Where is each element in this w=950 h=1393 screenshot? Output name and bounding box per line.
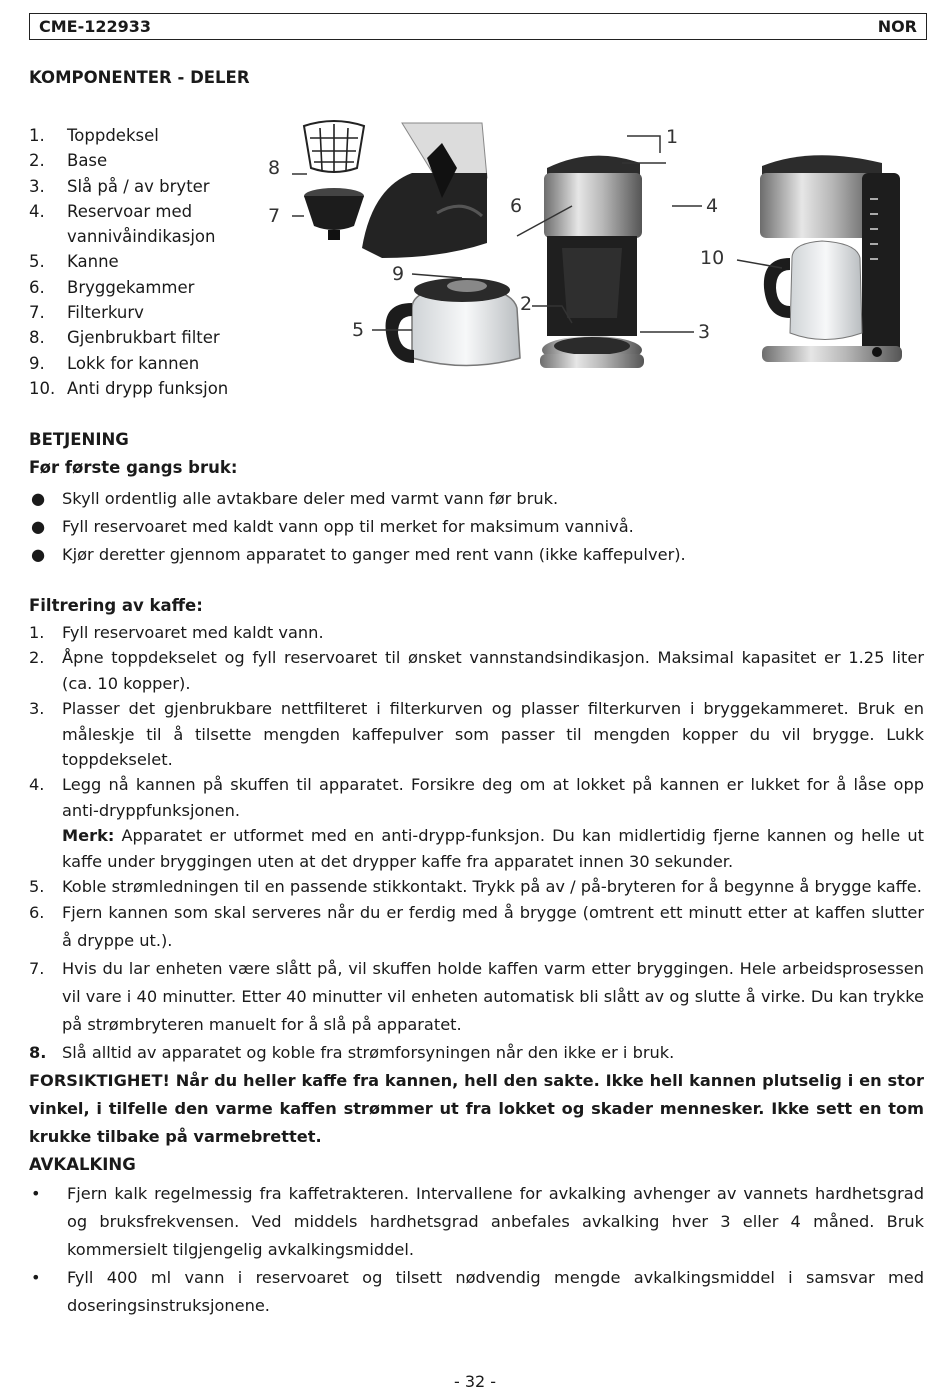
components-list — [29, 123, 259, 401]
brewing-steps — [29, 620, 924, 1151]
callout-7: 7 — [268, 205, 281, 227]
coffee-maker-diagram — [262, 118, 922, 398]
component-item: 9. Lokk for kannen — [29, 353, 200, 373]
open-top-lid-icon — [362, 123, 487, 258]
callout-3: 3 — [698, 321, 711, 343]
language-code: NOR — [877, 17, 917, 36]
list-item: ● Kjør deretter gjennom apparatet to ganger med rent vann (ikke kaffepulver). — [31, 545, 686, 564]
callout-10: 10 — [700, 247, 725, 269]
list-item: ● Skyll ordentlig alle avtakbare deler med varmt vann før bruk. — [31, 489, 559, 508]
callout-9: 9 — [392, 263, 405, 285]
coffee-maker-front-icon — [540, 156, 644, 368]
callout-5: 5 — [352, 319, 365, 341]
carafe-icon — [386, 278, 520, 366]
callout-2: 2 — [520, 293, 533, 315]
note-label: Merk: — [62, 826, 115, 846]
coffee-maker-side-icon — [760, 155, 902, 362]
list-item: 6. Fjern kannen som skal serveres når du er ferdig med å brygge (omtrent ett minutt etter at kaffen slutter å dryppe ut.). — [29, 903, 924, 951]
component-item: 5. Kanne — [29, 252, 119, 272]
components-title: KOMPONENTER - DELER — [29, 68, 250, 87]
warning-text: FORSIKTIGHET! Når du heller kaffe fra kannen, hell den sakte. Ikke hell kannen plutselig i en stor vinkel, i tilfelle den varme kaffen strømmer ut fra lokket og skader mennesker. Ikke sett en tom krukke tilbake på varmebrettet. — [29, 1071, 924, 1147]
callout-4: 4 — [706, 195, 719, 217]
callout-8: 8 — [268, 157, 281, 179]
operation-title: BETJENING — [29, 430, 129, 449]
first-use-title: Før første gangs bruk: — [29, 458, 238, 477]
first-use-list — [29, 485, 924, 569]
filter-title: Filtrering av kaffe: — [29, 596, 203, 615]
list-item: • Fyll 400 ml vann i reservoaret og tilsett nødvendig mengde avkalkingsmiddel i samsvar med doseringsinstruksjonene. — [31, 1268, 924, 1315]
document-header — [29, 13, 927, 40]
callout-1: 1 — [666, 126, 679, 148]
list-item: 8. Slå alltid av apparatet og koble fra strømforsyningen når den ikke er i bruk. — [29, 1043, 675, 1063]
list-item: 4. Legg nå kannen på skuffen til apparatet. Forsikre deg om at lokket på kannen er lukket for å låse opp anti-dryppfunksjonen. Merk: Apparatet er utformet med en anti-drypp-funksjon. Du kan midlertidig fjerne kannen og helle ut kaffe under bryggingen uten at det drypper kaffe fra apparatet innen 30 sekunder. — [29, 775, 924, 871]
component-item: 10. Anti drypp funksjon — [29, 378, 229, 398]
list-item: 5. Koble strømledningen til en passende stikkontakt. Trykk på av / på-bryteren for å begynne å brygge kaffe. — [29, 877, 922, 897]
callout-6: 6 — [510, 195, 523, 217]
filter-basket-icon — [304, 188, 364, 240]
component-item: 8. Gjenbrukbart filter — [29, 328, 220, 348]
component-item: 2. Base — [29, 151, 108, 171]
reusable-filter-icon — [304, 121, 364, 173]
component-item: 7. Filterkurv — [29, 303, 144, 323]
list-item: • Fjern kalk regelmessig fra kaffetrakteren. Intervallene for avkalking avhenger av vannets hardhetsgrad og bruksfrekvensen. Ved middels hardhetsgrad anbefales avkalking hver 3 eller 4 måned. Bruk kommersielt tilgjengelig avkalkingsmiddel. — [31, 1184, 924, 1259]
page-number: - 32 - — [453, 1372, 497, 1391]
component-item: 1. Toppdeksel — [29, 126, 159, 145]
list-item: 1. Fyll reservoaret med kaldt vann. — [29, 623, 324, 642]
list-item: ● Fyll reservoaret med kaldt vann opp til merket for maksimum vannivå. — [31, 517, 634, 536]
model-number: CME-122933 — [39, 17, 152, 36]
component-item: 6. Bryggekammer — [29, 277, 195, 297]
component-item: 4. Reservoar med vannivåindikasjon — [29, 201, 216, 247]
descaling-list — [29, 1180, 924, 1320]
note-text: Apparatet er utformet med en anti-drypp-funksjon. Du kan midlertidig fjerne kannen og helle ut kaffe under bryggingen uten at det drypper kaffe fra apparatet innen 30 sekunder. — [62, 826, 924, 871]
component-item: 3. Slå på / av bryter — [29, 176, 210, 196]
descaling-title: AVKALKING — [29, 1155, 136, 1174]
list-item: 7. Hvis du lar enheten være slått på, vil skuffen holde kaffen varm etter bryggingen. Hele arbeidsprosessen vil vare i 40 minutter. Etter 40 minutter vil enheten automatisk bli slått av og slutte å virke. Du kan trykke på strømbryteren manuelt for å slå på apparatet. — [29, 959, 924, 1035]
list-item: 2. Åpne toppdekselet og fyll reservoaret til ønsket vannstandsindikasjon. Maksimal kapasitet er 1.25 liter (ca. 10 kopper). — [29, 648, 924, 693]
list-item: 3. Plasser det gjenbrukbare nettfilteret i filterkurven og plasser filterkurven i bryggekammeret. Bruk en måleskje til å tilsette mengden kaffepulver som passer til mengden kopper du vil brygge. Lukk toppdekselet. — [29, 699, 924, 770]
